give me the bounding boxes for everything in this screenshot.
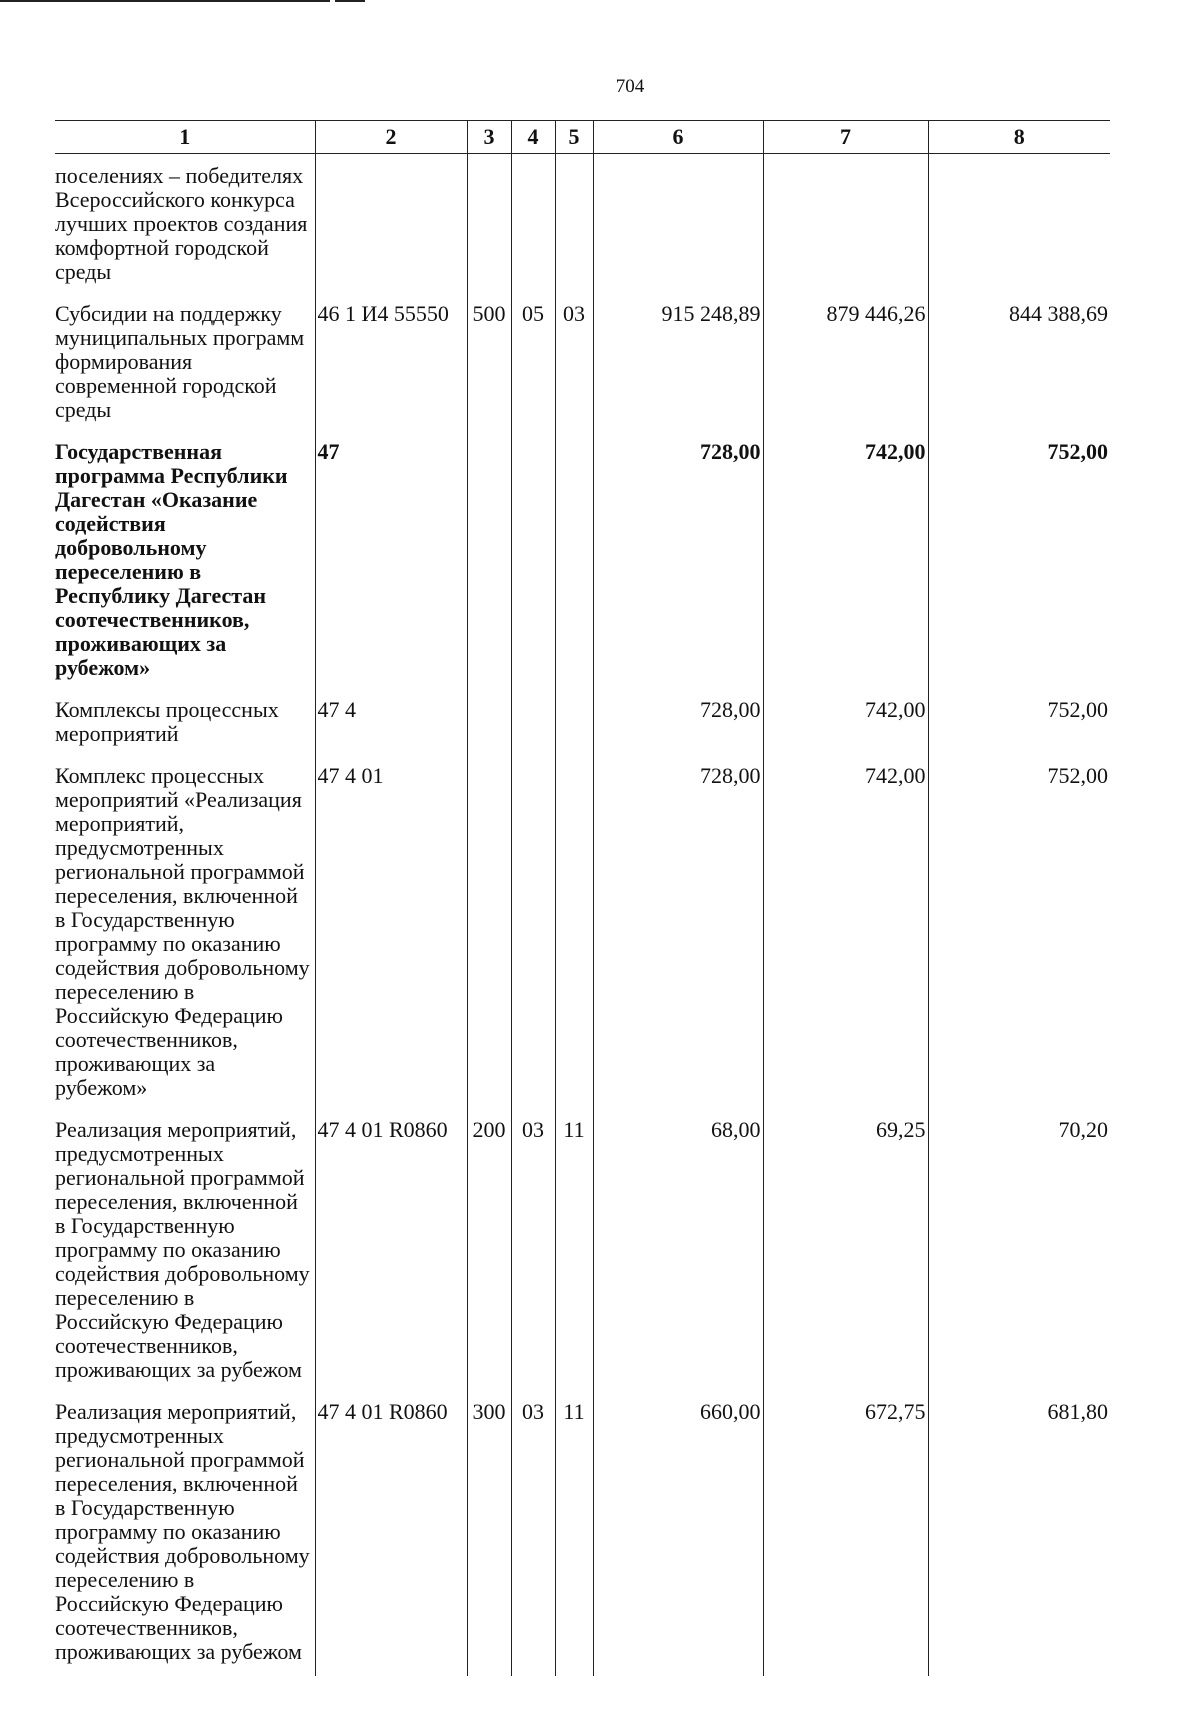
top-rule-fragment [335,0,365,2]
row-vr [467,698,511,764]
row-year2: 879 446,26 [763,302,928,440]
row-code: 47 4 01 R0860 [315,1400,467,1676]
row-code: 46 1 И4 55550 [315,302,467,440]
row-name: Реализация мероприятий, предусмотренных региональной программой переселения, включенной в Государственную программу по оказанию содействия добровольному переселению в Российскую Федерацию соотечественников, проживающих за рубежом [55,1117,310,1382]
row-year2: 672,75 [763,1400,928,1676]
row-year2: 742,00 [763,440,928,698]
row-year1: 660,00 [593,1400,763,1676]
row-pr [555,764,593,1118]
header-row [55,121,1110,154]
row-pr: 11 [555,1400,593,1676]
column-header: 1 [55,121,315,154]
row-pr [555,440,593,698]
table-row [55,302,1110,440]
column-header: 5 [555,121,593,154]
row-year1: 68,00 [593,1118,763,1400]
table-row [55,1400,1110,1676]
row-year3: 752,00 [928,764,1110,1118]
row-year3: 752,00 [928,698,1110,764]
row-code: 47 4 01 [315,764,467,1118]
row-year1: 728,00 [593,698,763,764]
row-rz: 05 [511,302,555,440]
row-year1: 915 248,89 [593,302,763,440]
column-header: 3 [467,121,511,154]
row-vr [467,764,511,1118]
row-name: Комплекс процессных мероприятий «Реализация мероприятий, предусмотренных региональной программой переселения, включенной в Государственную программу по оказанию содействия добровольному переселению в Российскую Федерацию соотечественников, проживающих за рубежом» [55,763,310,1100]
column-header: 8 [928,121,1110,154]
table-row [55,1118,1110,1400]
column-header: 4 [511,121,555,154]
row-year1 [593,154,763,303]
row-year3: 844 388,69 [928,302,1110,440]
row-year3: 681,80 [928,1400,1110,1676]
row-vr: 200 [467,1118,511,1400]
row-pr: 11 [555,1118,593,1400]
row-rz [511,764,555,1118]
row-year2 [763,154,928,303]
row-year2: 742,00 [763,764,928,1118]
row-code [315,154,467,303]
row-year1: 728,00 [593,440,763,698]
row-rz [511,440,555,698]
row-year3 [928,154,1110,303]
row-name: Реализация мероприятий, предусмотренных региональной программой переселения, включенной в Государственную программу по оказанию содействия добровольному переселению в Российскую Федерацию соотечественников, проживающих за рубежом [55,1399,310,1664]
row-code: 47 4 [315,698,467,764]
row-code: 47 4 01 R0860 [315,1118,467,1400]
row-year2: 742,00 [763,698,928,764]
row-vr [467,440,511,698]
column-header: 2 [315,121,467,154]
row-name: поселениях – победителях Всероссийского конкурса лучших проектов создания комфортной городской среды [55,163,308,284]
page-number: 704 [615,76,645,97]
row-name: Комплексы процессных мероприятий [55,697,279,746]
row-name: Субсидии на поддержку муниципальных программ формирования современной городской среды [55,301,305,422]
column-header: 6 [593,121,763,154]
budget-table [55,120,1110,1676]
table-row [55,764,1110,1118]
row-year3: 752,00 [928,440,1110,698]
row-vr: 300 [467,1400,511,1676]
row-pr [555,154,593,303]
row-rz: 03 [511,1400,555,1676]
table-row-program [55,440,1110,698]
row-rz [511,698,555,764]
row-name: Государственная программа Республики Дагестан «Оказание содействия добровольному переселению в Республику Дагестан соотечественников, проживающих за рубежом» [55,439,288,680]
row-year3: 70,20 [928,1118,1110,1400]
row-year2: 69,25 [763,1118,928,1400]
row-rz: 03 [511,1118,555,1400]
row-rz [511,154,555,303]
table-row [55,154,1110,303]
row-pr: 03 [555,302,593,440]
row-code: 47 [315,440,467,698]
row-vr: 500 [467,302,511,440]
top-rule [0,0,330,2]
row-year1: 728,00 [593,764,763,1118]
column-header: 7 [763,121,928,154]
table-row [55,698,1110,764]
row-pr [555,698,593,764]
row-vr [467,154,511,303]
